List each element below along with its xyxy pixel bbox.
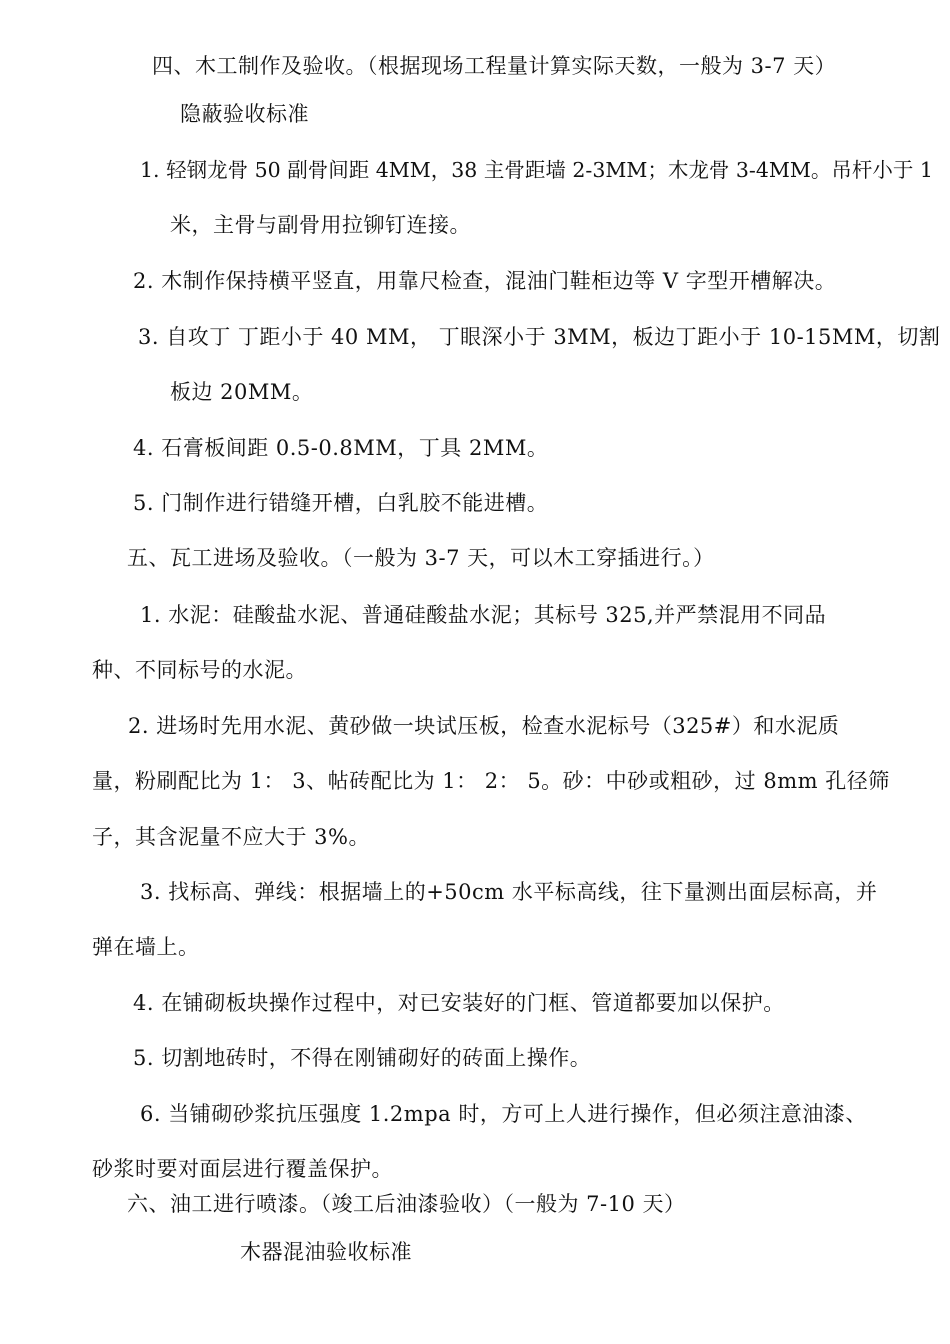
- section5-item1-line2: 种、不同标号的水泥。: [92, 658, 307, 682]
- section5-item6-line2: 砂浆时要对面层进行覆盖保护。: [92, 1157, 393, 1181]
- section4-heading: 四、木工制作及验收。（根据现场工程量计算实际天数，一般为 3-7 天）: [152, 54, 837, 78]
- section5-item2-line1: 2. 进场时先用水泥、黄砂做一块试压板，检查水泥标号（325#）和水泥质: [128, 714, 840, 738]
- section5-item5-line1: 5. 切割地砖时，不得在刚铺砌好的砖面上操作。: [133, 1046, 592, 1070]
- section4-item1-line2: 米，主骨与副骨用拉铆钉连接。: [170, 213, 471, 237]
- section5-item2-line2: 量，粉刷配比为 1： 3、帖砖配比为 1： 2： 5。砂：中砂或粗砂，过 8mm 孔径筛: [92, 769, 890, 793]
- section4-item1-line1: 1. 轻钢龙骨 50 副骨间距 4MM，38 主骨距墙 2-3MM；木龙骨 3-4MM。吊杆小于 1: [140, 158, 933, 182]
- section4-item4-line1: 4. 石膏板间距 0.5-0.8MM，丁具 2MM。: [133, 436, 549, 460]
- section4-subheading: 隐蔽验收标准: [180, 102, 309, 126]
- section6-heading: 六、油工进行喷漆。（竣工后油漆验收）（一般为 7-10 天）: [127, 1192, 686, 1216]
- section4-item3-line2: 板边 20MM。: [170, 380, 314, 404]
- section5-item6-line1: 6. 当铺砌砂浆抗压强度 1.2mpa 时，方可上人进行操作，但必须注意油漆、: [140, 1102, 867, 1126]
- section5-item2-line3: 子，其含泥量不应大于 3%。: [92, 825, 370, 849]
- section5-item3-line1: 3. 找标高、弹线：根据墙上的+50cm 水平标高线，往下量测出面层标高，并: [140, 880, 878, 904]
- section5-item1-line1: 1. 水泥：硅酸盐水泥、普通硅酸盐水泥；其标号 325,并严禁混用不同品: [140, 603, 827, 627]
- section5-item3-line2: 弹在墙上。: [92, 935, 200, 959]
- section5-item4-line1: 4. 在铺砌板块操作过程中，对已安装好的门框、管道都要加以保护。: [133, 991, 785, 1015]
- section6-subheading: 木器混油验收标准: [240, 1240, 412, 1264]
- section4-item5-line1: 5. 门制作进行错缝开槽，白乳胶不能进槽。: [133, 491, 549, 515]
- section4-item2-line1: 2. 木制作保持横平竖直，用靠尺检查，混油门鞋柜边等 V 字型开槽解决。: [133, 269, 837, 293]
- section5-heading: 五、瓦工进场及验收。（一般为 3-7 天，可以木工穿插进行。）: [127, 546, 715, 570]
- section4-item3-line1: 3. 自攻丁 丁距小于 40 MM， 丁眼深小于 3MM，板边丁距小于 10-15MM，切割: [138, 325, 941, 349]
